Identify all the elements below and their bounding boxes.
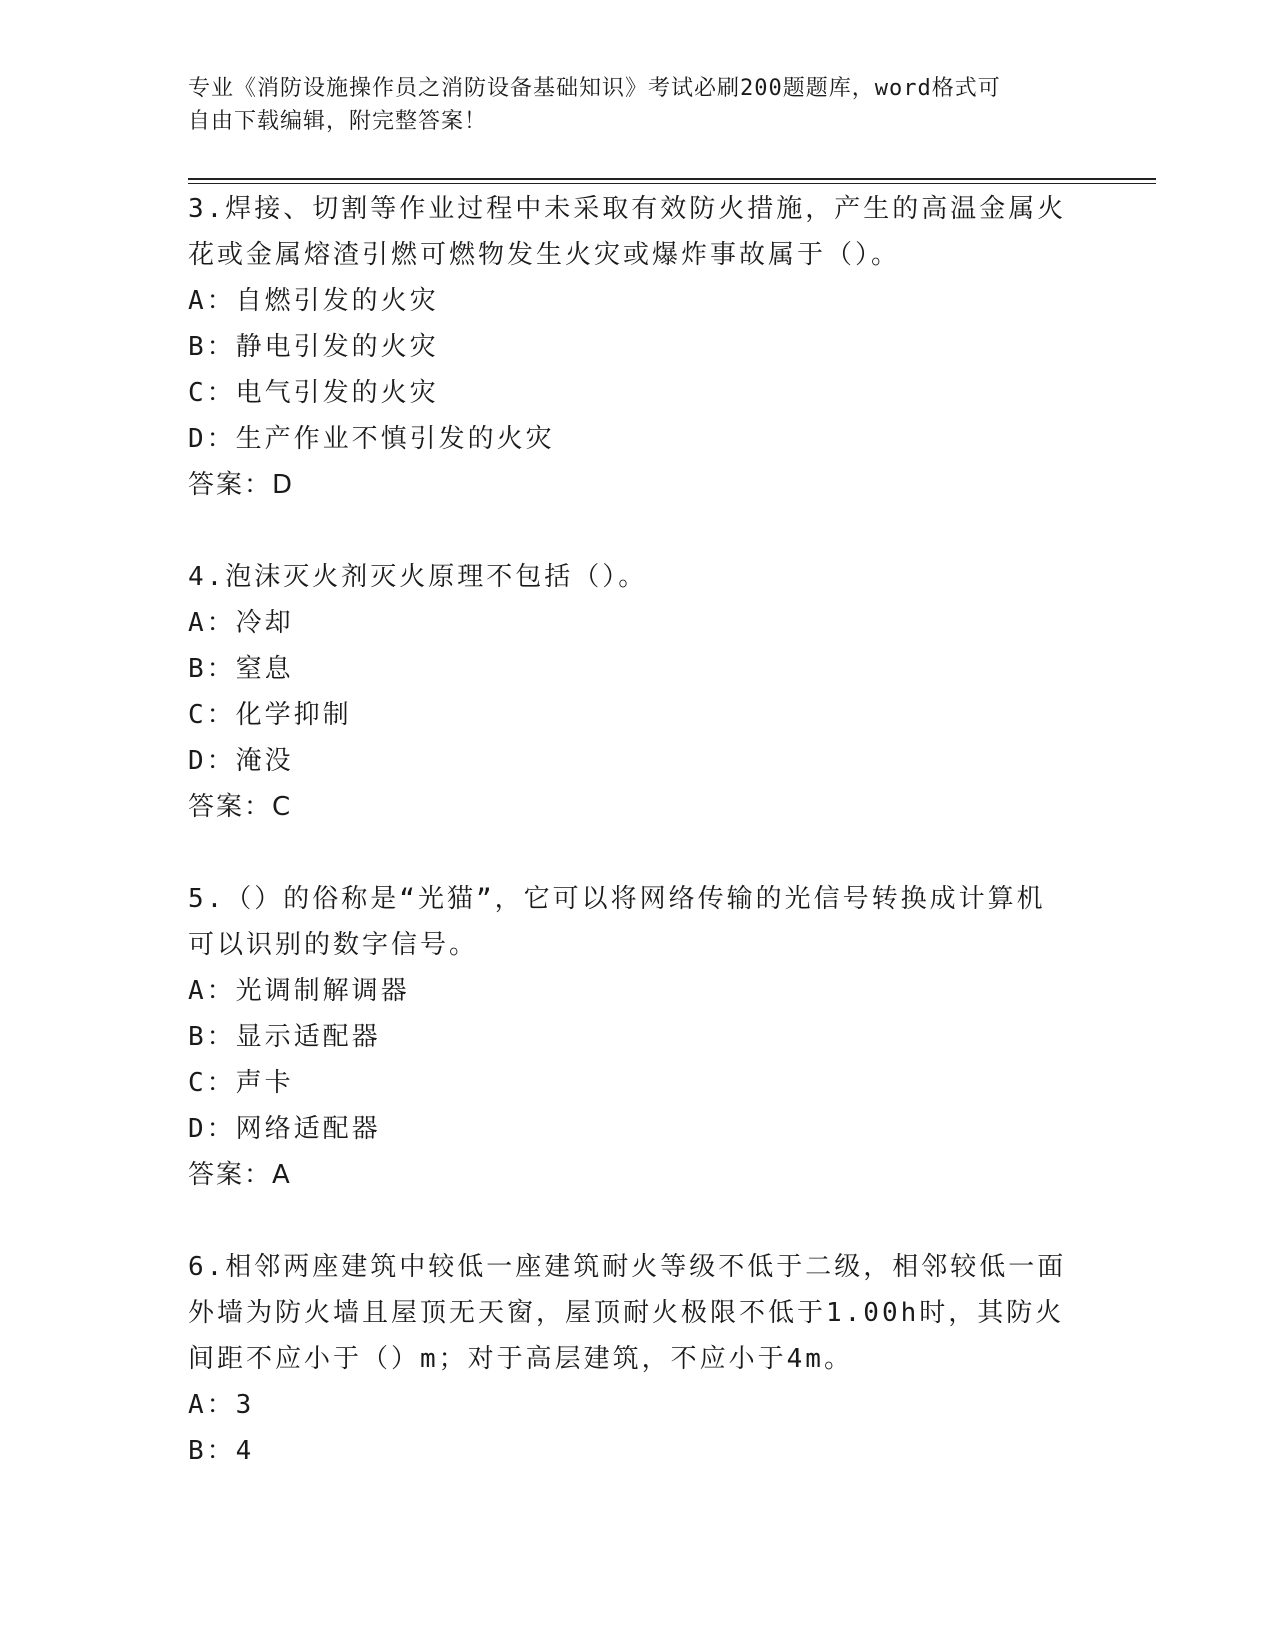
question-list	[188, 186, 1068, 1474]
stem-line: 4.泡沫灭火剂灭火原理不包括（）。	[188, 562, 648, 592]
option-a: A：冷却	[188, 608, 294, 638]
stem-line: 间距不应小于（）m；对于高层建筑，不应小于4m。	[188, 1344, 853, 1374]
option-a: A：自燃引发的火灾	[188, 286, 439, 316]
option-c: C：电气引发的火灾	[188, 378, 439, 408]
option-b: B：静电引发的火灾	[188, 332, 439, 362]
option-b: B：窒息	[188, 654, 294, 684]
header-line-2: 自由下载编辑，附完整答案！	[188, 109, 488, 134]
document-header	[188, 72, 1068, 138]
option-b: B：4	[188, 1436, 255, 1466]
stem-line: 3.焊接、切割等作业过程中未采取有效防火措施，产生的高温金属火	[188, 194, 1067, 224]
question-stem	[188, 876, 1068, 968]
answer-line: 答案：C	[188, 792, 293, 822]
question-stem	[188, 186, 1068, 278]
answer-line: 答案：A	[188, 1160, 292, 1190]
header-line-1: 专业《消防设施操作员之消防设备基础知识》考试必刷200题题库，word格式可	[188, 76, 1001, 101]
question-3	[188, 186, 1068, 508]
question-4	[188, 554, 1068, 830]
option-c: C：声卡	[188, 1068, 294, 1098]
option-d: D：网络适配器	[188, 1114, 381, 1144]
option-a: A：光调制解调器	[188, 976, 410, 1006]
option-a: A：3	[188, 1390, 255, 1420]
question-5	[188, 876, 1068, 1198]
option-d: D：淹没	[188, 746, 294, 776]
question-stem	[188, 1244, 1068, 1382]
option-c: C：化学抑制	[188, 700, 352, 730]
question-6	[188, 1244, 1068, 1474]
question-stem	[188, 554, 1068, 600]
option-b: B：显示适配器	[188, 1022, 381, 1052]
header-divider-thick	[188, 178, 1156, 180]
stem-line: 可以识别的数字信号。	[188, 930, 479, 960]
stem-line: 外墙为防火墙且屋顶无天窗，屋顶耐火极限不低于1.00h时，其防火	[188, 1298, 1065, 1328]
stem-line: 花或金属熔渣引燃可燃物发生火灾或爆炸事故属于（）。	[188, 240, 901, 270]
header-divider-thin	[188, 183, 1156, 184]
option-d: D：生产作业不慎引发的火灾	[188, 424, 555, 454]
stem-line: 6.相邻两座建筑中较低一座建筑耐火等级不低于二级，相邻较低一面	[188, 1252, 1067, 1282]
stem-line: 5.（）的俗称是“光猫”，它可以将网络传输的光信号转换成计算机	[188, 884, 1046, 914]
answer-line: 答案：D	[188, 470, 295, 500]
